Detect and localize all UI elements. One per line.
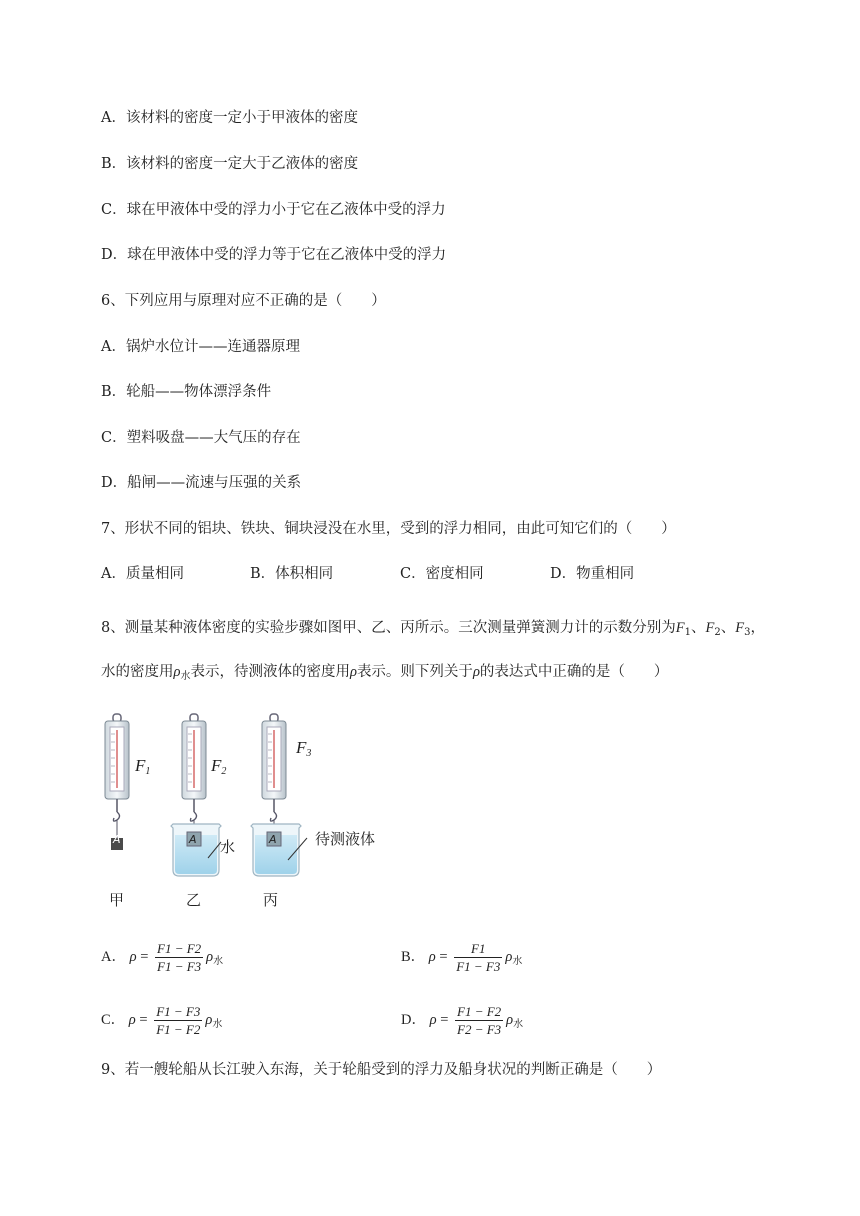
- spring-scale-1: [105, 714, 129, 850]
- q6-option-b: B．轮船——物体漂浮条件: [101, 384, 272, 400]
- denominator: F2 − F3: [457, 1022, 502, 1037]
- rho-symbol: ρ: [349, 664, 357, 680]
- block-label: A: [269, 833, 277, 846]
- q8-option-c: C． ρ = $\frac{F1 - F3}{F1 - F2}$ $\rho_水$: [101, 1004, 223, 1037]
- fraction: [155, 940, 203, 975]
- q7-option-b: B．体积相同: [250, 566, 334, 582]
- option-letter: B．: [401, 948, 426, 965]
- f-symbol: F: [735, 620, 745, 636]
- q5-option-d: D．球在甲液体中受的浮力等于它在乙液体中受的浮力: [101, 247, 447, 263]
- force-label-1: $F_1$: [135, 756, 151, 777]
- liquid-label: 待测液体: [315, 830, 376, 848]
- f-sub: 3: [744, 627, 751, 638]
- spring-scale-2: [171, 714, 221, 876]
- q5-option-c: C．球在甲液体中受的浮力小于它在乙液体中受的浮力: [101, 202, 446, 218]
- q9-stem: 9、若一艘轮船从长江驶入东海，关于轮船受到的浮力及船身状况的判断正确是（ ）: [101, 1062, 662, 1078]
- option-letter: D．: [401, 1011, 426, 1028]
- separator: 、: [720, 620, 736, 636]
- rho-symbol: ρ: [472, 664, 480, 680]
- q7-option-c: C．密度相同: [400, 566, 484, 582]
- spring-scale-figure: [95, 712, 415, 917]
- block-label: A: [113, 833, 121, 846]
- numerator: F1 − F2: [157, 941, 202, 956]
- water-label: 水: [220, 838, 236, 856]
- q6-option-d: D．船闸——流速与压强的关系: [101, 475, 302, 491]
- q7-stem: 7、形状不同的铝块、铁块、铜块浸没在水里，受到的浮力相同，由此可知它们的（ ）: [101, 521, 676, 537]
- q6-option-c: C．塑料吸盘——大气压的存在: [101, 430, 301, 446]
- separator: ，: [750, 620, 765, 636]
- q8-stem-text: 8、测量某种液体密度的实验步骤如图甲、乙、丙所示。三次测量弹簧测力计的示数分别为: [101, 620, 676, 636]
- force-label-2: $F_2$: [211, 756, 227, 777]
- q8-text: 表示。则下列关于: [356, 664, 473, 680]
- f-symbol: F: [675, 620, 685, 636]
- numerator: F1 − F3: [156, 1004, 201, 1019]
- figure-label-yi: 乙: [186, 891, 202, 909]
- fraction: [455, 1003, 503, 1038]
- rho-symbol: ρ: [173, 664, 181, 680]
- rho-sub-water: 水: [180, 671, 191, 682]
- q8-option-a: A． ρ = $\frac{F1 - F2}{F1 - F3}$ $\rho_水$: [101, 941, 224, 974]
- q7-option-d: D．物重相同: [550, 566, 635, 582]
- q8-figure: [95, 712, 415, 917]
- q8-option-b: B． ρ = $\frac{F1}{F1 - F3}$ $\rho_水$: [401, 941, 523, 974]
- q7-option-a: A．质量相同: [101, 566, 184, 582]
- numerator: F1: [454, 940, 502, 958]
- figure-label-jia: 甲: [109, 891, 125, 909]
- separator: 、: [690, 620, 706, 636]
- q8-text: 的表达式中正确的是（ ）: [479, 664, 669, 680]
- q8-stem-line2: [101, 662, 668, 687]
- option-letter: C．: [101, 1011, 126, 1028]
- q8-option-d: D． ρ = $\frac{F1 - F2}{F2 - F3}$ $\rho_水$: [401, 1004, 524, 1037]
- denominator: F1 − F3: [456, 959, 501, 974]
- f-sub: 1: [684, 627, 691, 638]
- denominator: F1 − F3: [157, 959, 202, 974]
- q8-text: 表示，待测液体的密度用: [190, 664, 350, 680]
- numerator: F1 − F2: [457, 1004, 502, 1019]
- q8-stem-line1: [101, 618, 765, 643]
- force-label-3: $F_3$: [296, 738, 312, 759]
- q6-option-a: A．锅炉水位计——连通器原理: [101, 339, 300, 355]
- q6-stem: 6、下列应用与原理对应不正确的是（ ）: [101, 293, 386, 309]
- denominator: F1 − F2: [156, 1022, 201, 1037]
- fraction: [154, 1003, 202, 1038]
- figure-label-bing: 丙: [263, 891, 279, 909]
- block-label: A: [189, 833, 197, 846]
- fraction: [454, 940, 502, 975]
- f-symbol: F: [705, 620, 715, 636]
- q5-option-b: B．该材料的密度一定大于乙液体的密度: [101, 156, 359, 172]
- option-letter: A．: [101, 948, 126, 965]
- q5-option-a: A．该材料的密度一定小于甲液体的密度: [101, 110, 358, 126]
- f-sub: 2: [714, 627, 721, 638]
- q8-text: 水的密度用: [101, 664, 174, 680]
